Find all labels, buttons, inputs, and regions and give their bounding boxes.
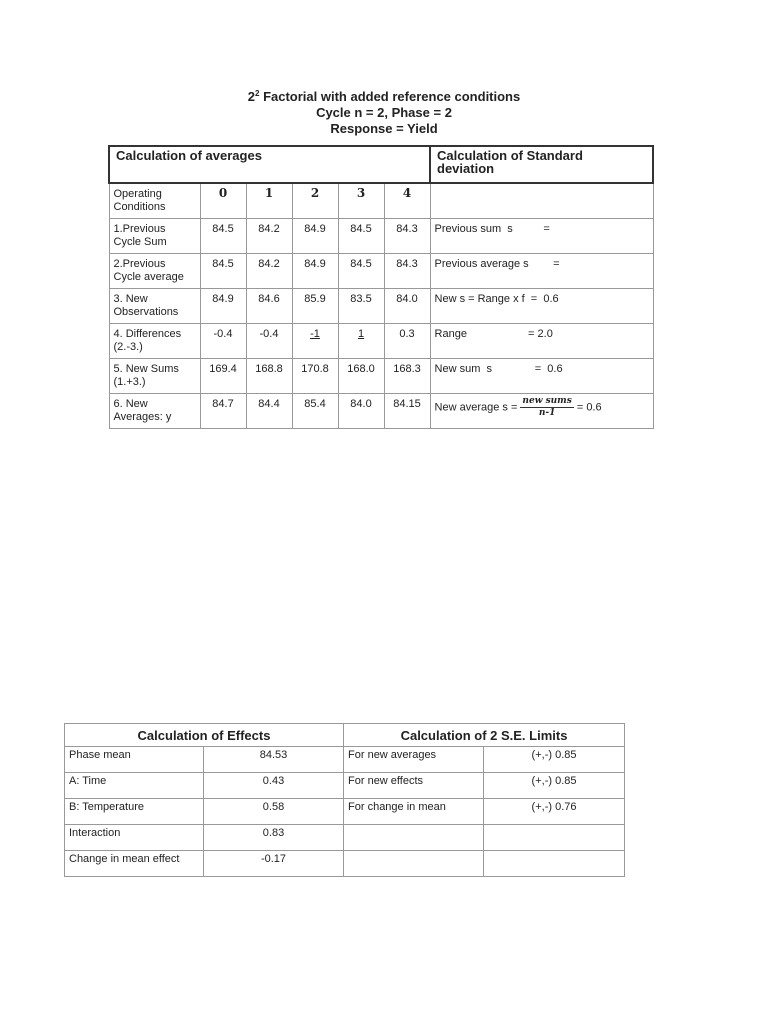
value-cell: 84.9 <box>292 254 338 289</box>
value-cell: 84.0 <box>384 289 430 324</box>
limit-label: For new effects <box>344 773 484 799</box>
row-label: 3. New Observations <box>109 289 200 324</box>
title-line-2: Cycle n = 2, Phase = 2 <box>316 105 452 120</box>
value-cell: 84.3 <box>384 219 430 254</box>
value-cell: 84.4 <box>246 394 292 429</box>
effects-row <box>65 799 625 825</box>
effect-label: Change in mean effect <box>65 851 204 877</box>
effects-row <box>65 851 625 877</box>
effect-label: Phase mean <box>65 747 204 773</box>
std-deviation-cell: New sum s = 0.6 <box>430 359 653 394</box>
condition-column-header: 3 <box>338 183 384 219</box>
value-cell: 84.9 <box>200 289 246 324</box>
limit-value <box>484 825 625 851</box>
row-label: 2.Previous Cycle average <box>109 254 200 289</box>
limits-header: Calculation of 2 S.E. Limits <box>344 724 625 747</box>
value-cell: 84.15 <box>384 394 430 429</box>
averages-row <box>109 324 653 359</box>
averages-row <box>109 394 653 429</box>
value-cell: 168.0 <box>338 359 384 394</box>
row-label: 4. Differences (2.-3.) <box>109 324 200 359</box>
averages-row <box>109 359 653 394</box>
effect-value: 0.83 <box>204 825 344 851</box>
limit-value <box>484 851 625 877</box>
effects-row <box>65 825 625 851</box>
title-line-1: $2^2$ Factorial with added reference conditions <box>247 89 521 104</box>
averages-row <box>109 254 653 289</box>
condition-column-header: 0 <box>200 183 246 219</box>
value-cell: 84.5 <box>338 254 384 289</box>
std-deviation-cell: New average s = $\frac{\text{new sums}}{n-1}$ = 0.6 <box>430 394 653 429</box>
value-cell: -0.4 <box>200 324 246 359</box>
value-cell: 1 <box>338 324 384 359</box>
row-label: Operating Conditions <box>109 183 200 219</box>
std-deviation-header: Calculation of Standard deviation <box>430 146 653 183</box>
effect-label: Interaction <box>65 825 204 851</box>
condition-column-header: 4 <box>384 183 430 219</box>
limit-label: For change in mean <box>344 799 484 825</box>
effect-label: B: Temperature <box>65 799 204 825</box>
value-cell: 168.8 <box>246 359 292 394</box>
std-deviation-cell: Range = 2.0 <box>430 324 653 359</box>
averages-header: Calculation of averages <box>109 146 430 183</box>
effects-row <box>65 747 625 773</box>
title-line-3: Response = Yield <box>330 121 438 136</box>
limit-label <box>344 851 484 877</box>
value-cell: 169.4 <box>200 359 246 394</box>
value-cell: 84.9 <box>292 219 338 254</box>
row-label: 5. New Sums (1.+3.) <box>109 359 200 394</box>
document-title <box>0 86 768 137</box>
std-deviation-cell: Previous average s = <box>430 254 653 289</box>
limit-value: (+,-) 0.76 <box>484 799 625 825</box>
limit-label <box>344 825 484 851</box>
fraction: $\frac{\text{new sums}}{n-1}$ <box>522 396 572 418</box>
effects-row <box>65 773 625 799</box>
std-deviation-cell: Previous sum s = <box>430 219 653 254</box>
effect-value: -0.17 <box>204 851 344 877</box>
value-cell: 84.2 <box>246 254 292 289</box>
row-label: 1.Previous Cycle Sum <box>109 219 200 254</box>
std-deviation-cell <box>430 183 653 219</box>
value-cell: 85.9 <box>292 289 338 324</box>
limit-value: (+,-) 0.85 <box>484 747 625 773</box>
value-cell: 84.5 <box>338 219 384 254</box>
value-cell: -0.4 <box>246 324 292 359</box>
value-cell: 168.3 <box>384 359 430 394</box>
effect-value: 0.58 <box>204 799 344 825</box>
value-cell: 84.2 <box>246 219 292 254</box>
averages-row <box>109 219 653 254</box>
value-cell: 85.4 <box>292 394 338 429</box>
value-cell: 84.3 <box>384 254 430 289</box>
value-cell: 84.5 <box>200 254 246 289</box>
value-cell: 84.5 <box>200 219 246 254</box>
limit-value: (+,-) 0.85 <box>484 773 625 799</box>
condition-column-header: 2 <box>292 183 338 219</box>
value-cell: 0.3 <box>384 324 430 359</box>
value-cell: 83.5 <box>338 289 384 324</box>
effects-table <box>64 723 625 877</box>
std-deviation-cell: New s = Range x f = 0.6 <box>430 289 653 324</box>
effect-label: A: Time <box>65 773 204 799</box>
averages-row <box>109 183 653 219</box>
value-cell: 84.7 <box>200 394 246 429</box>
averages-table <box>108 145 654 429</box>
effect-value: 84.53 <box>204 747 344 773</box>
value-cell: 84.6 <box>246 289 292 324</box>
row-label: 6. New Averages: y <box>109 394 200 429</box>
limit-label: For new averages <box>344 747 484 773</box>
effects-header: Calculation of Effects <box>65 724 344 747</box>
value-cell: 170.8 <box>292 359 338 394</box>
value-cell: 84.0 <box>338 394 384 429</box>
value-cell: -1 <box>292 324 338 359</box>
averages-row <box>109 289 653 324</box>
condition-column-header: 1 <box>246 183 292 219</box>
effect-value: 0.43 <box>204 773 344 799</box>
